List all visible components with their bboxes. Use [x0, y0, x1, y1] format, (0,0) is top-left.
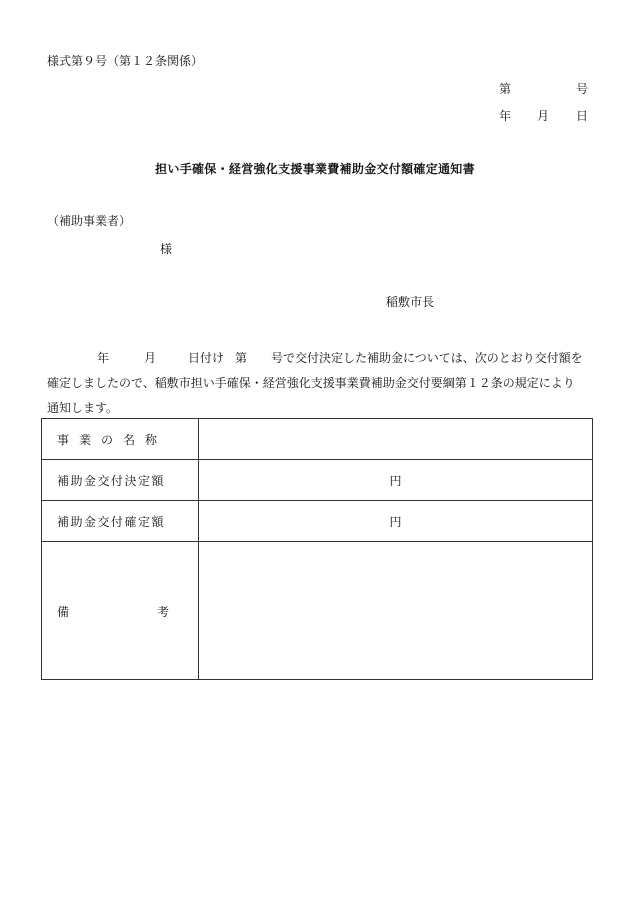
document-number-suffix: 号	[576, 82, 589, 96]
recipient-honorific: 様	[160, 242, 173, 256]
document-title: 担い手確保・経営強化支援事業費補助金交付額確定通知書	[155, 162, 475, 176]
body-year-label: 年	[97, 351, 110, 365]
confirmed-amount-label: 補助金交付確定額	[42, 501, 199, 542]
body-number-prefix: 第	[235, 351, 248, 365]
confirmed-amount-value: 円	[199, 501, 593, 542]
body-paragraph	[47, 346, 603, 421]
table-row	[42, 460, 593, 501]
project-name-label: 事業の名称	[42, 419, 199, 460]
decided-amount-label: 補助金交付決定額	[42, 460, 199, 501]
remarks-label-last: 考	[156, 604, 169, 619]
body-line-2: 確定しましたので、稲敷市担い手確保・経営強化支援事業費補助金交付要綱第１２条の規定により	[47, 376, 575, 390]
form-number: 様式第９号（第１２条関係）	[47, 54, 204, 68]
date-year-label: 年	[499, 109, 512, 123]
issuer-name: 稲敷市長	[386, 295, 435, 309]
body-line-1-rest: 号で交付決定した補助金については、次のとおり交付額を	[271, 351, 583, 365]
remarks-label-first: 備	[57, 604, 70, 619]
remarks-label	[42, 542, 199, 680]
table-row	[42, 542, 593, 680]
project-name-value	[199, 419, 593, 460]
document-number-prefix: 第	[499, 82, 512, 96]
body-line-1	[47, 346, 603, 371]
details-table	[41, 418, 593, 680]
remarks-value	[199, 542, 593, 680]
date-month-label: 月	[537, 109, 550, 123]
decided-amount-value: 円	[199, 460, 593, 501]
recipient-label: （補助事業者）	[47, 214, 132, 228]
date-day-label: 日	[576, 109, 589, 123]
body-line-3: 通知します。	[47, 401, 119, 415]
table-row	[42, 419, 593, 460]
table-row	[42, 501, 593, 542]
body-dated-label: 日付け	[188, 351, 225, 365]
remarks-label-wrap	[57, 603, 169, 619]
body-month-label: 月	[144, 351, 157, 365]
